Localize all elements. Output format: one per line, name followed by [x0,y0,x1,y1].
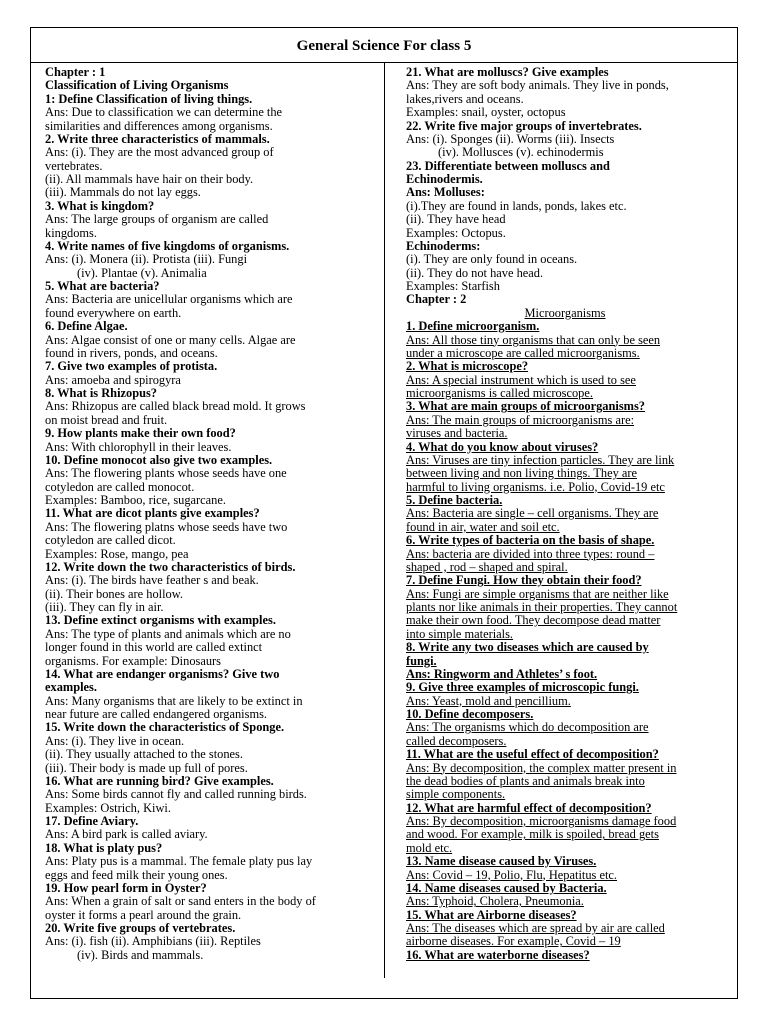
text-line: oyster it forms a pearl around the grain. [45,907,242,922]
text-line: Ans: Platy pus is a mammal. The female platy pus lay [45,854,313,869]
question-line: 7. Give two examples of protista. [45,359,218,374]
question-line: 13. Define extinct organisms with examples. [45,613,276,628]
text-line: Ans: Fungi are simple organisms that are neither like [406,586,669,601]
text-line: Ans: Some birds cannot fly and called running birds. [45,787,307,802]
text-line: Ans: A bird park is called aviary. [45,827,208,842]
question-line: 1: Define Classification of living things. [45,91,253,106]
text-line: similarities and differences among organisms. [45,118,273,133]
text-line: between living and non living things. They are [406,466,638,481]
question-line: 4. Write names of five kingdoms of organisms. [45,238,290,253]
text-line: found in air, water and soil etc. [406,519,560,534]
question-line: 5. What are bacteria? [45,279,160,293]
question-line: 11. What are the useful effect of decomposition? [406,747,659,762]
question-line: 18. What is platy pus? [45,840,163,855]
question-line: 11. What are dicot plants give examples? [45,506,260,521]
question-line: 12. What are harmful effect of decomposition? [406,800,652,815]
question-line: Ans: Ringworm and Athletes’ s foot. [406,666,598,681]
text-line: near future are called endangered organisms. [45,707,268,721]
text-line: Ans: The type of plants and animals which are no [45,626,291,641]
question-line: 9. Give three examples of microscopic fungi. [406,680,639,695]
text-line: longer found in this world are called extinct [45,640,263,655]
text-line: Ans: (i). fish (ii). Amphibians (iii). Reptiles [45,934,261,949]
text-line: (ii). They have head [406,212,506,227]
text-line: Examples: Ostrich, Kiwi. [45,800,171,815]
question-line: examples. [45,680,97,695]
question-line: 2. Write three characteristics of mammals. [45,131,270,146]
text-line: (iii). Their body is made up full of pores. [45,760,248,775]
text-line: Ans: The diseases which are spread by air are called [406,921,665,935]
text-line: microorganisms is called microscope. [406,386,593,400]
text-line: Ans: A special instrument which is used to see [406,372,636,387]
question-line: 2. What is microscope? [406,359,529,374]
question-line: 23. Differentiate between molluscs and [406,158,610,173]
text-line: Ans: The flowering platns whose seeds have two [45,519,288,534]
text-line: Microorganisms [524,305,606,320]
right-column [406,66,724,962]
question-line: 12. Write down the two characteristics of birds. [45,559,296,574]
text-line: cotyledon are called dicot. [45,533,176,548]
text-line: Ans: Typhoid, Cholera, Pneumonia. [406,894,584,909]
text-line: Examples: Octopus. [406,225,506,240]
text-line: into simple materials. [406,626,514,641]
left-column [45,66,379,962]
text-line: found in rivers, ponds, and oceans. [45,345,218,360]
text-line: Ans: Due to classification we can determine the [45,105,283,120]
question-line: Echinodermis. [406,172,483,186]
text-line: Ans: Rhizopus are called black bread mold. It grows [45,399,306,414]
text-line: (iv). Birds and mammals. [77,947,204,962]
text-line: (iii). Mammals do not lay eggs. [45,185,201,200]
question-line: 8. What is Rhizopus? [45,386,158,400]
page-title: General Science For class 5 [296,38,472,54]
text-line: mold etc. [406,840,453,855]
question-line: 1. Define microorganism. [406,319,540,334]
text-line: cotyledon are called monocot. [45,479,195,494]
text-line: Ans: The main groups of microorganisms are: [406,412,635,427]
text-line: shaped , rod – shaped and spiral. [406,559,568,574]
question-line: 13. Name disease caused by Viruses. [406,854,597,869]
question-line: 17. Define Aviary. [45,814,139,828]
text-line: Ans: Covid – 19, Polio, Flu, Hepatitus etc. [406,867,617,882]
question-line: 6. Write types of bacteria on the basis of shape. [406,533,655,548]
text-line: harmful to living organisms. i.e. Polio, Covid-19 etc [406,479,665,494]
question-line: Classification of Living Organisms [45,78,229,93]
text-line: eggs and feed milk their young ones. [45,867,228,882]
text-line: Ans: Algae consist of one or many cells. Algae are [45,332,296,347]
text-line: airborne diseases. For example, Covid – 19 [406,934,621,949]
text-line: Ans: When a grain of salt or sand enters in the body of [45,894,316,909]
text-line: Ans: Bacteria are unicellular organisms which are [45,292,293,307]
text-line: (i). They are only found in oceans. [406,252,578,267]
question-line: 8. Write any two diseases which are caused by [406,640,649,655]
text-line: Ans: (i). They live in ocean. [45,733,185,748]
question-line: 22. Write five major groups of invertebrates. [406,118,642,133]
text-line: kingdoms. [45,225,97,240]
question-line: Chapter : 2 [406,292,467,307]
text-line: Ans: bacteria are divided into three types: round – [406,546,655,561]
text-line: Ans: The flowering plants whose seeds have one [45,466,287,481]
question-line: 10. Define decomposers. [406,707,534,721]
text-line: (iii). They can fly in air. [45,600,164,614]
text-line: Ans: The organisms which do decomposition are [406,720,649,735]
question-line: 16. What are running bird? Give examples. [45,773,274,788]
text-line: (ii). They do not have head. [406,265,544,280]
text-line: Ans: (i). Sponges (ii). Worms (iii). Insects [406,131,615,146]
text-line: Ans: amoeba and spirogyra [45,372,181,387]
text-line: (i).They are found in lands, ponds, lakes etc. [406,198,627,213]
column-divider [384,62,385,978]
question-line: 19. How pearl form in Oyster? [45,880,207,895]
text-line: (iv). Plantae (v). Animalia [77,265,207,280]
question-line: Echinoderms: [406,238,481,253]
question-line: 5. Define bacteria. [406,493,503,507]
text-line: simple components. [406,787,506,802]
text-line: the dead bodies of plants and animals break into [406,773,645,788]
text-line: vertebrates. [45,158,103,173]
text-line: Ans: Viruses are tiny infection particles. They are link [406,452,675,467]
text-line: under a microscope are called microorganisms. [406,345,640,360]
text-line: (ii). All mammals have hair on their body. [45,172,254,186]
text-line: Examples: Bamboo, rice, sugarcane. [45,493,226,507]
question-line: 20. Write five groups of vertebrates. [45,921,236,935]
text-line: Examples: Starfish [406,279,500,293]
question-line: 9. How plants make their own food? [45,426,236,441]
text-line: Ans: (i). Monera (ii). Protista (iii). Fungi [45,252,248,267]
text-line: (ii). They usually attached to the stones. [45,747,243,762]
question-line: 14. Name diseases caused by Bacteria. [406,880,607,895]
text-line: called decomposers. [406,733,507,748]
question-line: 6. Define Algae. [45,319,128,334]
text-line: Ans: Many organisms that are likely to be extinct in [45,693,303,708]
text-line: Ans: (i). They are the most advanced group of [45,145,274,160]
text-line: Ans: All those tiny organisms that can only be seen [406,332,661,347]
text-line: Ans: (i). The birds have feather s and beak. [45,573,259,588]
text-line: Ans: By decomposition, the complex matter present in [406,760,677,775]
text-line: Ans: They are soft body animals. They live in ponds, [406,78,669,93]
text-line: Ans: With chlorophyll in their leaves. [45,439,232,454]
text-line: Ans: Bacteria are single – cell organisms. They are [406,506,659,521]
text-line: (iv). Mollusces (v). echinodermis [438,145,604,160]
text-line: (ii). Their bones are hollow. [45,586,183,601]
question-line: 15. Write down the characteristics of Sponge. [45,720,285,735]
question-line: 16. What are waterborne diseases? [406,947,590,962]
question-line: 3. What is kingdom? [45,198,155,213]
question-line: Chapter : 1 [45,65,106,79]
text-line: Ans: Yeast, mold and pencillium. [406,693,571,708]
text-line: Examples: snail, oyster, octopus [406,105,566,120]
text-line: Ans: The large groups of organism are called [45,212,269,227]
text-line: viruses and bacteria. [406,426,508,441]
text-line: make their own food. They decompose dead matter [406,613,661,628]
question-line: fungi. [406,653,437,668]
question-line: 21. What are molluscs? Give examples [406,65,609,79]
question-line: 14. What are endanger organisms? Give two [45,666,280,681]
text-line: and wood. For example, milk is spoiled, bread gets [406,827,659,842]
question-line: 3. What are main groups of microorganisms? [406,399,645,414]
question-line: 10. Define monocot also give two examples. [45,452,273,467]
question-line: 7. Define Fungi. How they obtain their food? [406,573,642,588]
question-line: Ans: Molluses: [406,185,485,200]
text-line: found everywhere on earth. [45,305,182,320]
question-line: 15. What are Airborne diseases? [406,907,577,922]
text-line: plants nor like animals in their properties. They cannot [406,600,678,614]
text-line: organisms. For example: Dinosaurs [45,653,221,668]
text-line: lakes,rivers and oceans. [406,91,524,106]
question-line: 4. What do you know about viruses? [406,439,599,454]
text-line: Examples: Rose, mango, pea [45,546,189,561]
text-line: Ans: By decomposition, microorganisms damage food [406,814,677,828]
text-line: on moist bread and fruit. [45,412,168,427]
